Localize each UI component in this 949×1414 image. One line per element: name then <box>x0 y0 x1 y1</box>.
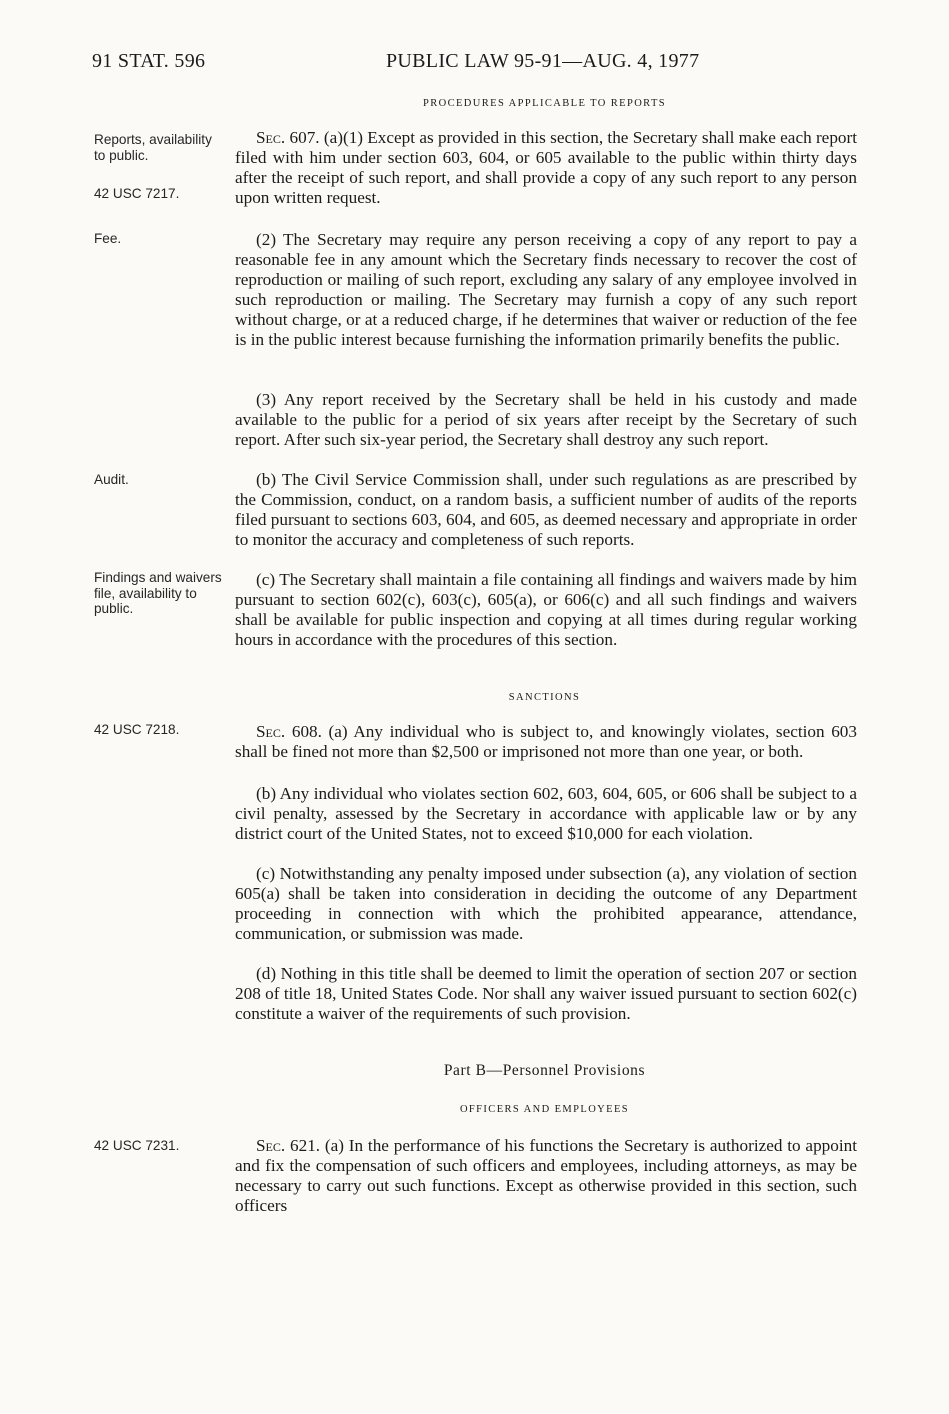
running-title: PUBLIC LAW 95-91—AUG. 4, 1977 <box>386 50 700 72</box>
margin-note-audit: Audit. <box>94 472 129 487</box>
section-607-a2: (2) The Secretary may require any person receiving a copy of any report to pay a reasonable fee in any amount which the Secretary finds necessary to recover the cost of reproduction or mailing of such report, excluding any salary of any employee involved in such reproduction or mailing. The Secretary may furnish a copy of any such report without charge, or at a reduced charge, if he determines that waiver or reduction of the fee is in the public interest because furnishing the information primarily benefits the public. <box>235 230 857 349</box>
procedures-heading: PROCEDURES APPLICABLE TO REPORTS <box>422 98 667 109</box>
page-reference: 91 STAT. 596 <box>92 50 206 72</box>
sanctions-heading: SANCTIONS <box>508 692 581 703</box>
section-607-a3: (3) Any report received by the Secretary shall be held in his custody and made available to the public for a period of six years after receipt by the Secretary of such report. After such six-year period, the Secretary shall destroy any such report. <box>235 390 857 449</box>
margin-note-usc-7231: 42 USC 7231. <box>94 1138 180 1153</box>
section-label: Sec. <box>256 128 286 147</box>
margin-note-usc-7217: 42 USC 7217. <box>94 186 180 201</box>
officers-heading: OFFICERS AND EMPLOYEES <box>459 1104 630 1115</box>
section-608-d: (d) Nothing in this title shall be deemed to limit the operation of section 207 or section 208 of title 18, United States Code. Nor shall any waiver issued pursuant to section 602(c) constitute a waiver of the requirements of such provision. <box>235 964 857 1023</box>
margin-note-findings: Findings and waivers file, availability to public. <box>94 570 222 616</box>
section-608-a <box>235 722 857 762</box>
part-b-heading <box>232 1062 857 1080</box>
section-608-a-text: 608. (a) Any individual who is subject to, and knowingly violates, section 603 shall be fined not more than $2,500 or imprisoned not more than one year, or both. <box>235 722 857 761</box>
section-621-a-text: 621. (a) In the performance of his functions the Secretary is authorized to appoint and fix the compensation of such officers and employees, including attorneys, as may be necessary to carry out such functions. Except as otherwise provided in this section, such officers <box>235 1136 857 1215</box>
section-607-c: (c) The Secretary shall maintain a file containing all findings and waivers made by him pursuant to section 602(c), 603(c), 605(a), or 606(c) and all such findings and waivers shall be available for public inspection and copying at all times during regular working hours in accordance with the procedures of this section. <box>235 570 857 649</box>
part-b-heading-text: Part B—Personnel Provisions <box>443 1062 646 1079</box>
section-608-c: (c) Notwithstanding any penalty imposed under subsection (a), any violation of section 605(a) shall be taken into consideration in deciding the outcome of any Department proceeding in connection with which the prohibited appearance, attendance, communication, or submission was made. <box>235 864 857 943</box>
margin-note-reports: Reports, availability to public. <box>94 132 212 163</box>
section-607-a1-text: 607. (a)(1) Except as provided in this section, the Secretary shall make each report filed with him under section 603, 604, or 605 available to the public within thirty days after the receipt of such report, and shall provide a copy of any such report to any person upon written request. <box>235 128 858 207</box>
section-607-a1 <box>235 128 857 208</box>
section-621-a <box>235 1136 857 1216</box>
margin-note-fee: Fee. <box>94 231 122 246</box>
section-607-b: (b) The Civil Service Commission shall, under such regulations as are prescribed by the Commission, conduct, on a random basis, a sufficient number of audits of the reports filed pursuant to sections 603, 604, and 605, as deemed necessary and appropriate in order to monitor the accuracy and completeness of such reports. <box>235 470 857 549</box>
margin-note-usc-7218: 42 USC 7218. <box>94 722 180 737</box>
section-label: Sec. <box>256 1136 286 1155</box>
section-label: Sec. <box>256 722 286 741</box>
section-608-b: (b) Any individual who violates section 602, 603, 604, 605, or 606 shall be subject to a civil penalty, assessed by the Secretary in accordance with applicable law or by any district court of the United States, not to exceed $10,000 for each violation. <box>235 784 857 843</box>
